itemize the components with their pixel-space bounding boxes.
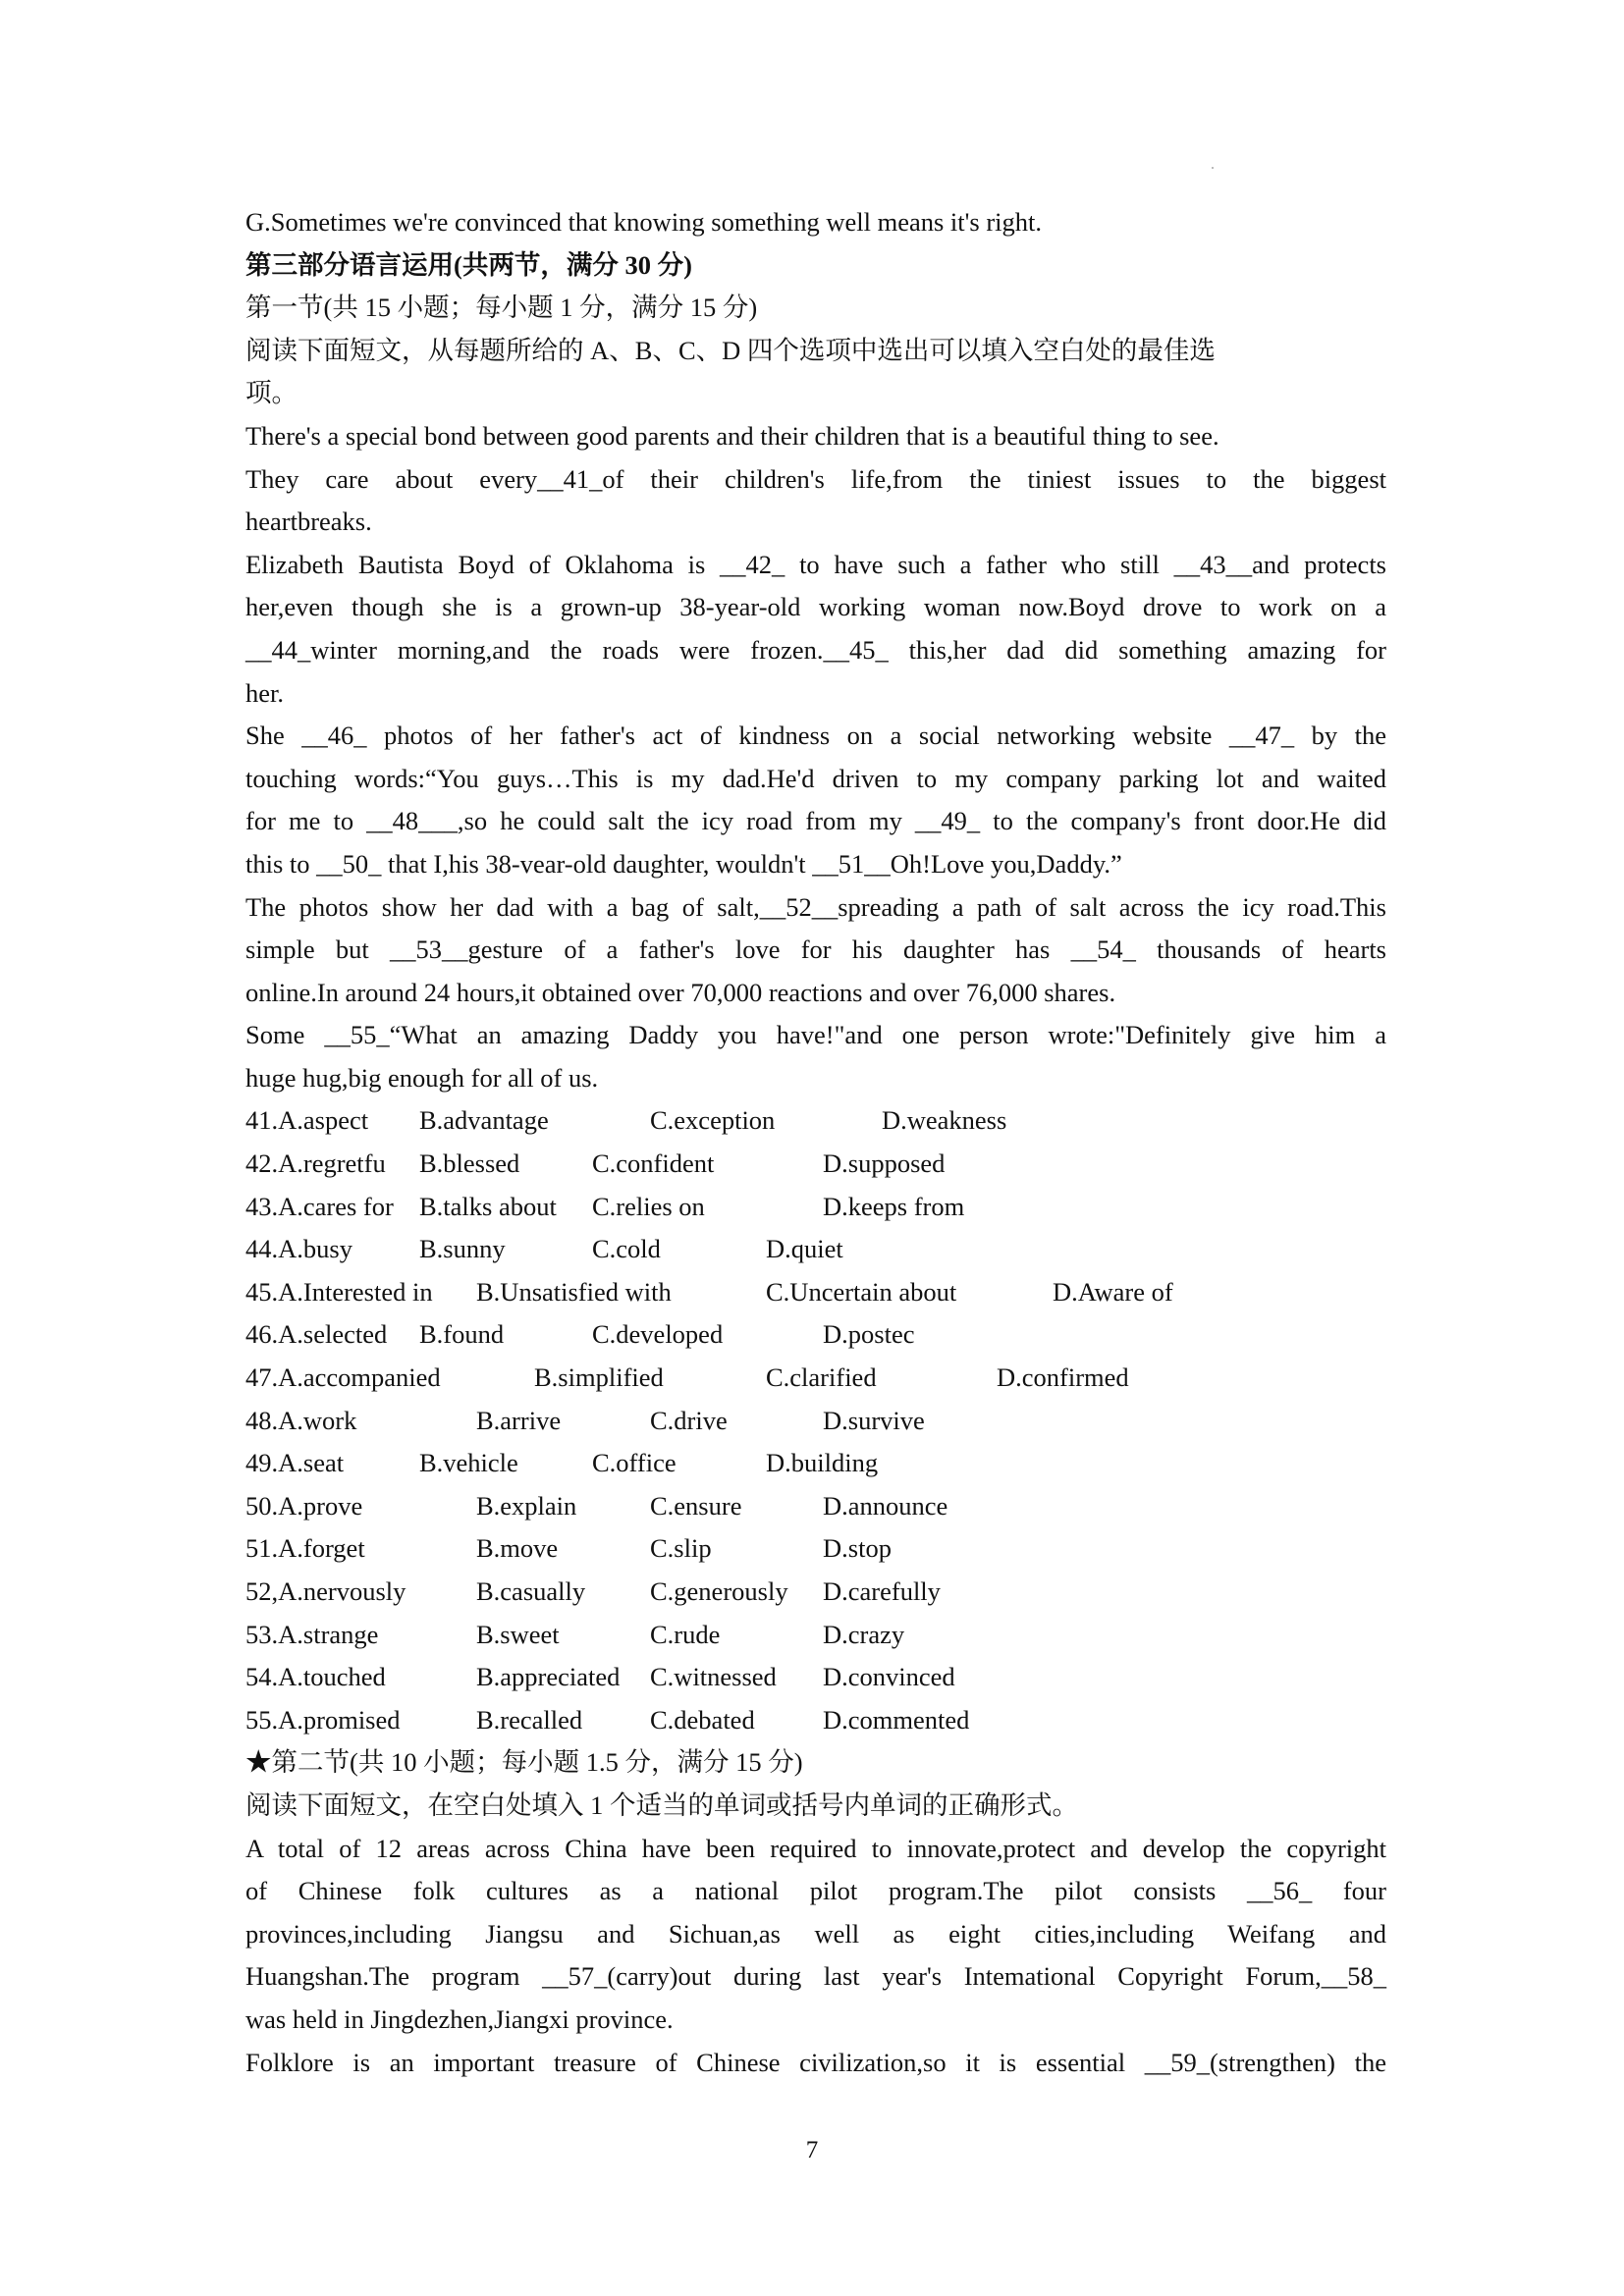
option-a: 47.A.accompanied xyxy=(245,1362,441,1393)
passage-line: There's a special bond between good parents and their children that is a beautiful thing to see. xyxy=(245,420,1219,451)
option-d: D.stop xyxy=(823,1533,892,1564)
option-c: C.developed xyxy=(592,1319,724,1350)
option-row xyxy=(245,1656,1386,1699)
option-a: 51.A.forget xyxy=(245,1533,365,1564)
option-b: B.recalled xyxy=(476,1704,583,1735)
option-row xyxy=(245,1186,1386,1229)
option-d: D.quiet xyxy=(766,1234,843,1264)
option-c: C.Uncertain about xyxy=(766,1276,957,1307)
options-list xyxy=(245,1099,1386,1741)
option-b: B.simplified xyxy=(534,1362,664,1393)
option-b: B.blessed xyxy=(419,1148,520,1179)
option-row xyxy=(245,1400,1386,1443)
option-c: C.generously xyxy=(650,1576,788,1606)
option-a: 43.A.cares for xyxy=(245,1191,394,1221)
passage-line: She __46_ photos of her father's act of kindness on a social networking website __47_ by the xyxy=(245,721,1386,751)
option-row xyxy=(245,1699,1386,1742)
option-d: D.convinced xyxy=(823,1662,955,1692)
page-number: 7 xyxy=(805,2137,819,2163)
option-d: D.weakness xyxy=(882,1105,1007,1136)
option-a: 50.A.prove xyxy=(245,1490,363,1521)
option-c: C.clarified xyxy=(766,1362,877,1393)
option-c: C.rude xyxy=(650,1619,721,1649)
passage-line: for me to __48___,so he could salt the icy road from my __49_ to the company's front door.He did xyxy=(245,806,1386,836)
option-row xyxy=(245,1099,1386,1143)
option-b: B.sunny xyxy=(419,1234,506,1264)
passage-line: Some __55_“What an amazing Daddy you have!"and one person wrote:"Definitely give him a xyxy=(245,1020,1386,1050)
option-c: C.office xyxy=(592,1448,677,1478)
option-row xyxy=(245,1143,1386,1186)
option-b: B.casually xyxy=(476,1576,586,1606)
option-row xyxy=(245,1614,1386,1657)
passage-line: huge hug,big enough for all of us. xyxy=(245,1062,599,1093)
option-a: 55.A.promised xyxy=(245,1704,401,1735)
section1-heading: 第一节(共 15 小题；每小题 1 分，满分 15 分) xyxy=(245,293,758,323)
passage-line: Folklore is an important treasure of Chinese civilization,so it is essential __59_(strengthen) the xyxy=(245,2047,1386,2077)
option-b: B.explain xyxy=(476,1490,577,1521)
option-a: 54.A.touched xyxy=(245,1662,386,1692)
option-b: B.advantage xyxy=(419,1105,549,1136)
option-c: C.exception xyxy=(650,1105,776,1136)
option-a: 41.A.aspect xyxy=(245,1105,369,1136)
passage-line: Elizabeth Bautista Boyd of Oklahoma is __42_ to have such a father who still __43__and protects xyxy=(245,549,1386,579)
option-b: B.move xyxy=(476,1533,559,1564)
option-c: C.debated xyxy=(650,1704,755,1735)
option-row xyxy=(245,1357,1386,1400)
option-c: C.ensure xyxy=(650,1490,742,1521)
option-c: C.cold xyxy=(592,1234,661,1264)
option-a: 44.A.busy xyxy=(245,1234,352,1264)
passage-line: was held in Jingdezhen,Jiangxi province. xyxy=(245,2003,674,2034)
option-a: 45.A.Interested in xyxy=(245,1276,433,1307)
option-row xyxy=(245,1313,1386,1357)
option-d: D.survive xyxy=(823,1405,925,1435)
option-row xyxy=(245,1485,1386,1528)
option-c: C.relies on xyxy=(592,1191,705,1221)
passage-line: this to __50_ that I,his 38-vear-old daughter, wouldn't __51__Oh!Love you,Daddy.” xyxy=(245,848,1122,879)
option-g-line: G.Sometimes we're convinced that knowing something well means it's right. xyxy=(245,207,1043,237)
passage-line: online.In around 24 hours,it obtained over 70,000 reactions and over 76,000 shares. xyxy=(245,977,1116,1007)
passage-line: touching words:“You guys…This is my dad.He'd driven to my company parking lot and waited xyxy=(245,763,1386,793)
option-b: B.arrive xyxy=(476,1405,562,1435)
option-d: D.supposed xyxy=(823,1148,946,1179)
option-row xyxy=(245,1228,1386,1271)
option-d: D.postec xyxy=(823,1319,915,1350)
option-b: B.Unsatisfied with xyxy=(476,1276,672,1307)
passage-line: A total of 12 areas across China have been required to innovate,protect and develop the copyright xyxy=(245,1833,1386,1863)
passage-line: her. xyxy=(245,677,284,708)
option-a: 42.A.regretfu xyxy=(245,1148,386,1179)
option-row xyxy=(245,1571,1386,1614)
option-row xyxy=(245,1527,1386,1571)
passage-line: of Chinese folk cultures as a national pilot program.The pilot consists __56_ four xyxy=(245,1876,1386,1906)
passage2 xyxy=(245,1828,1386,2085)
option-row xyxy=(245,1271,1386,1314)
option-a: 52,A.nervously xyxy=(245,1576,406,1606)
option-d: D.announce xyxy=(823,1490,948,1521)
scan-speck xyxy=(1212,167,1214,169)
passage-line: Huangshan.The program __57_(carry)out during last year's Intemational Copyright Forum,__58_ xyxy=(245,1961,1386,1992)
section2-instruction: 阅读下面短文，在空白处填入 1 个适当的单词或括号内单词的正确形式。 xyxy=(245,1789,1078,1820)
option-d: D.building xyxy=(766,1448,879,1478)
passage-line: heartbreaks. xyxy=(245,507,372,537)
option-c: C.confident xyxy=(592,1148,715,1179)
passage-line: provinces,including Jiangsu and Sichuan,as well as eight cities,including Weifang and xyxy=(245,1918,1386,1949)
option-d: D.commented xyxy=(823,1704,970,1735)
option-b: B.vehicle xyxy=(419,1448,518,1478)
passage-line: They care about every__41_of their children's life,from the tiniest issues to the biggest xyxy=(245,463,1386,494)
option-c: C.witnessed xyxy=(650,1662,777,1692)
part-heading: 第三部分语言运用(共两节，满分 30 分) xyxy=(245,249,692,280)
option-d: D.crazy xyxy=(823,1619,905,1649)
option-a: 53.A.strange xyxy=(245,1619,379,1649)
passage-line: her,even though she is a grown-up 38-year-old working woman now.Boyd drove to work on a xyxy=(245,592,1386,622)
option-a: 48.A.work xyxy=(245,1405,357,1435)
option-b: B.talks about xyxy=(419,1191,557,1221)
passage-line: The photos show her dad with a bag of salt,__52__spreading a path of salt across the icy road.This xyxy=(245,891,1386,922)
passage-line: simple but __53__gesture of a father's love for his daughter has __54_ thousands of hearts xyxy=(245,934,1386,965)
option-d: D.Aware of xyxy=(1053,1276,1173,1307)
option-row xyxy=(245,1442,1386,1485)
option-d: D.confirmed xyxy=(997,1362,1129,1393)
option-b: B.appreciated xyxy=(476,1662,621,1692)
passage-line: __44_winter morning,and the roads were frozen.__45_ this,her dad did something amazing for xyxy=(245,634,1386,665)
option-a: 49.A.seat xyxy=(245,1448,345,1478)
option-d: D.carefully xyxy=(823,1576,941,1606)
option-b: B.sweet xyxy=(476,1619,560,1649)
section2-heading: ★第二节(共 10 小题；每小题 1.5 分，满分 15 分) xyxy=(245,1747,803,1778)
passage1 xyxy=(245,415,1386,1100)
section1-instruction-cont: 项。 xyxy=(245,378,298,408)
option-b: B.found xyxy=(419,1319,505,1350)
option-c: C.slip xyxy=(650,1533,712,1564)
option-d: D.keeps from xyxy=(823,1191,965,1221)
document-page xyxy=(245,201,1386,2084)
option-c: C.drive xyxy=(650,1405,728,1435)
option-a: 46.A.selected xyxy=(245,1319,388,1350)
section1-instruction: 阅读下面短文，从每题所给的 A、B、C、D 四个选项中选出可以填入空白处的最佳选 xyxy=(245,335,1216,365)
